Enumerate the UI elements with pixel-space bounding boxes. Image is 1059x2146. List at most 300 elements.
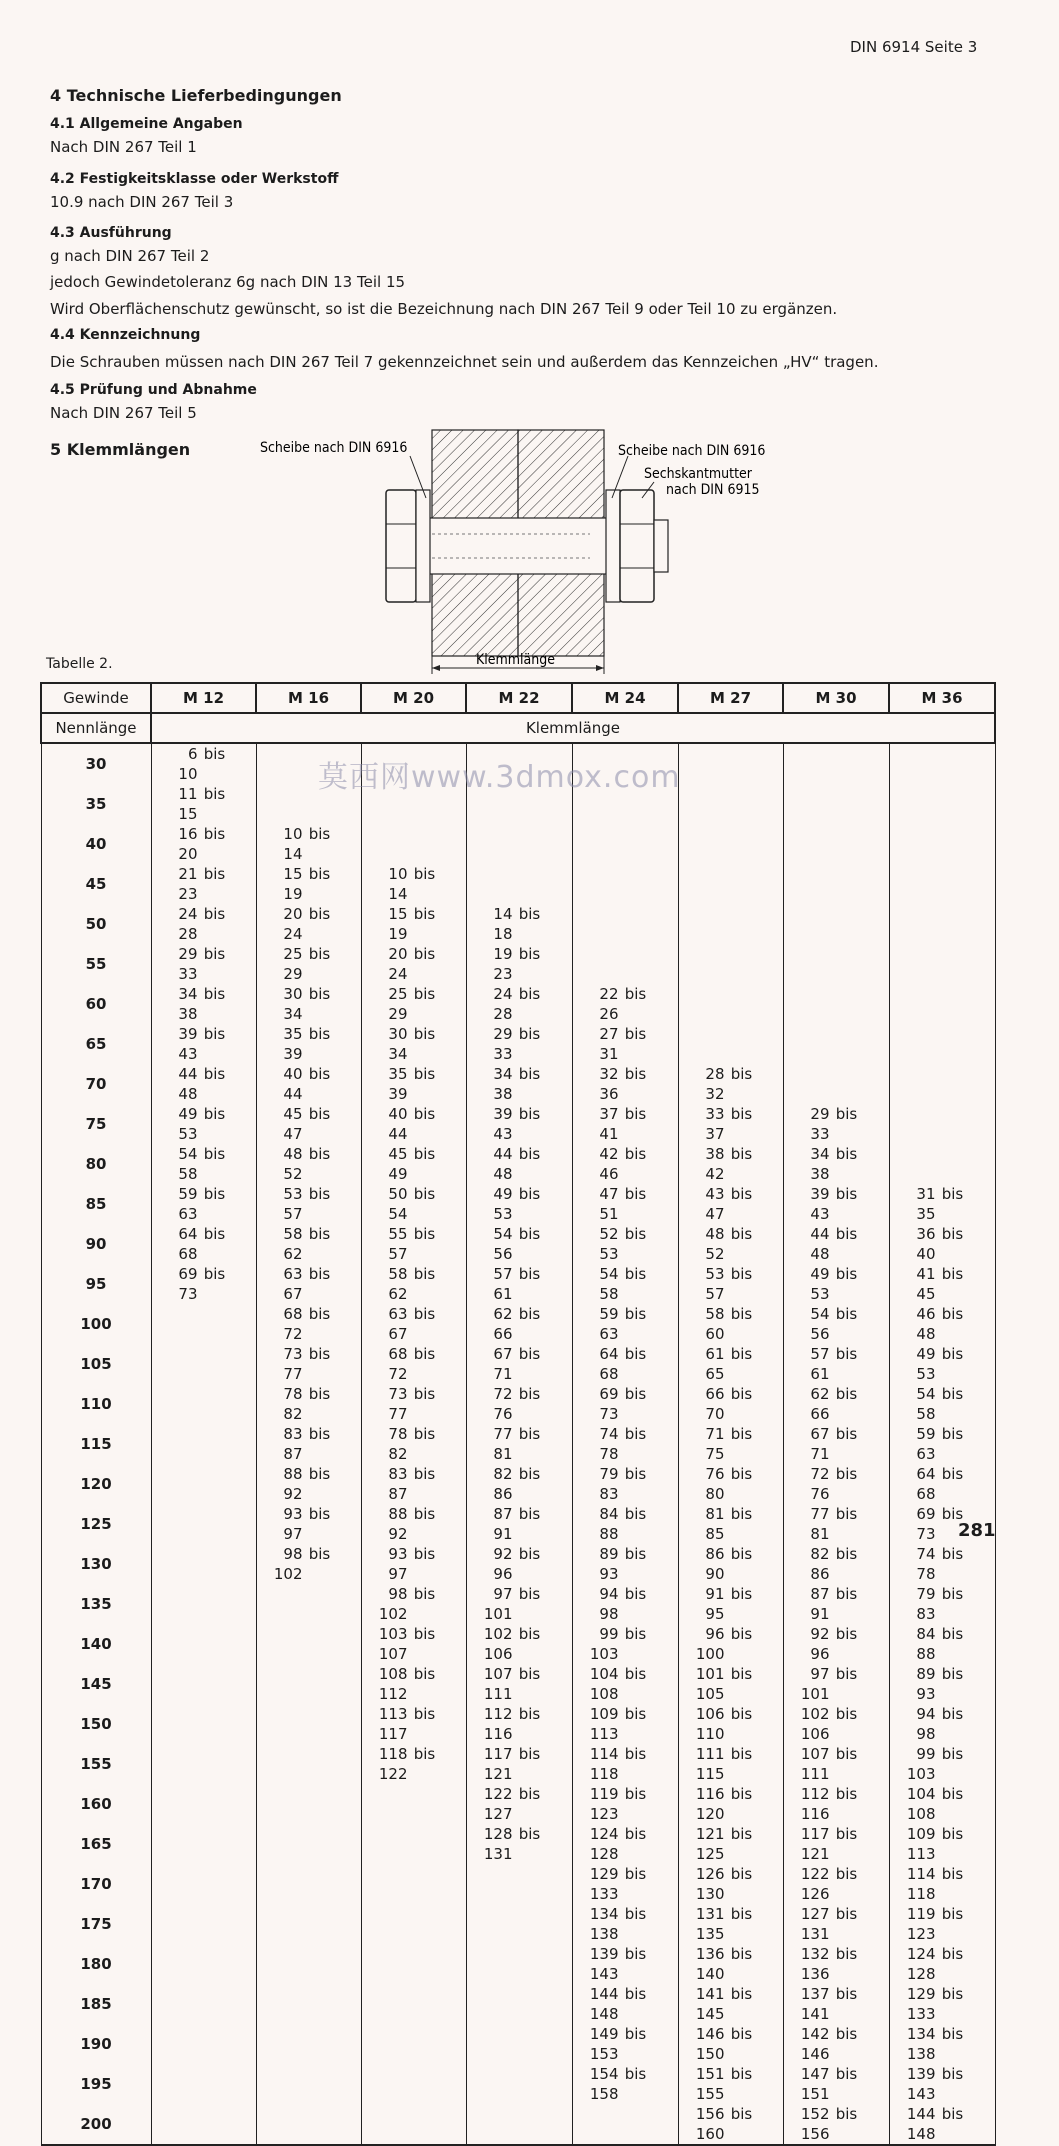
grip-min: 76 bbox=[705, 1465, 725, 1483]
bis-word: bis bbox=[413, 1665, 436, 1683]
section-4-4-title: 4.4 Kennzeichnung bbox=[50, 327, 201, 343]
hex-nut bbox=[620, 490, 654, 602]
grip-length-cell bbox=[783, 2064, 889, 2104]
nennlaenge-header: Nennlänge bbox=[41, 713, 151, 743]
grip-length-cell bbox=[466, 1384, 572, 1424]
grip-max: 107 bbox=[378, 1645, 408, 1663]
grip-length-cell bbox=[256, 1584, 361, 1624]
thread-header: M 27 bbox=[678, 683, 783, 713]
bis-word: bis bbox=[308, 1305, 331, 1323]
table-row bbox=[41, 1704, 995, 1744]
grip-length-cell bbox=[678, 1864, 783, 1904]
grip-length-cell bbox=[466, 1144, 572, 1184]
grip-length-cell bbox=[889, 864, 995, 904]
bis-word: bis bbox=[941, 1505, 964, 1523]
grip-length-cell bbox=[151, 1104, 256, 1144]
grip-length-cell bbox=[783, 1504, 889, 1544]
grip-length-cell bbox=[678, 1904, 783, 1944]
grip-min: 34 bbox=[493, 1065, 513, 1083]
grip-length-cell bbox=[889, 1384, 995, 1424]
grip-min: 83 bbox=[283, 1425, 303, 1443]
grip-length-cell bbox=[678, 1064, 783, 1104]
grip-max: 96 bbox=[810, 1645, 830, 1663]
table-row bbox=[41, 824, 995, 864]
table-row bbox=[41, 944, 995, 984]
grip-min: 129 bbox=[906, 1985, 936, 2003]
bis-word: bis bbox=[413, 945, 436, 963]
grip-length-cell bbox=[572, 944, 678, 984]
grip-min: 74 bbox=[916, 1545, 936, 1563]
grip-length-cell bbox=[572, 1224, 678, 1264]
bis-word: bis bbox=[308, 1505, 331, 1523]
section-4-3-text-1: g nach DIN 267 Teil 2 bbox=[50, 247, 210, 265]
table-row bbox=[41, 2104, 995, 2145]
grip-length-cell bbox=[466, 984, 572, 1024]
thread-header: M 20 bbox=[361, 683, 466, 713]
grip-max: 34 bbox=[283, 1005, 303, 1023]
grip-min: 58 bbox=[388, 1265, 408, 1283]
grip-max: 49 bbox=[388, 1165, 408, 1183]
nominal-length-cell: 180 bbox=[41, 1944, 151, 1984]
grip-max: 63 bbox=[916, 1445, 936, 1463]
grip-min: 109 bbox=[589, 1705, 619, 1723]
grip-max: 58 bbox=[599, 1285, 619, 1303]
grip-min: 63 bbox=[388, 1305, 408, 1323]
nominal-length-cell: 45 bbox=[41, 864, 151, 904]
grip-min: 114 bbox=[589, 1745, 619, 1763]
document-reference: DIN 6914 Seite 3 bbox=[850, 38, 978, 56]
bis-word: bis bbox=[624, 1025, 647, 1043]
grip-length-cell bbox=[678, 1344, 783, 1384]
grip-min: 149 bbox=[589, 2025, 619, 2043]
bis-word: bis bbox=[518, 1465, 541, 1483]
table-row bbox=[41, 1464, 995, 1504]
bis-word: bis bbox=[730, 1585, 753, 1603]
nominal-length-cell: 65 bbox=[41, 1024, 151, 1064]
grip-max: 18 bbox=[493, 925, 513, 943]
grip-min: 78 bbox=[388, 1425, 408, 1443]
grip-max: 56 bbox=[810, 1325, 830, 1343]
grip-max: 91 bbox=[810, 1605, 830, 1623]
grip-max: 57 bbox=[705, 1285, 725, 1303]
grip-max: 86 bbox=[810, 1565, 830, 1583]
bis-word: bis bbox=[941, 1585, 964, 1603]
bis-word: bis bbox=[624, 1785, 647, 1803]
grip-max: 97 bbox=[388, 1565, 408, 1583]
bis-word: bis bbox=[624, 1345, 647, 1363]
grip-length-cell bbox=[151, 1944, 256, 1984]
grip-length-cell bbox=[466, 1944, 572, 1984]
bis-word: bis bbox=[308, 865, 331, 883]
grip-length-cell bbox=[678, 1504, 783, 1544]
grip-length-cell bbox=[889, 1744, 995, 1784]
table-row bbox=[41, 1264, 995, 1304]
bis-word: bis bbox=[518, 1265, 541, 1283]
grip-max: 65 bbox=[705, 1365, 725, 1383]
bis-word: bis bbox=[730, 1505, 753, 1523]
table-row bbox=[41, 1504, 995, 1544]
grip-length-cell bbox=[572, 1384, 678, 1424]
bis-word: bis bbox=[624, 1145, 647, 1163]
grip-length-cell bbox=[783, 743, 889, 784]
grip-max: 116 bbox=[483, 1725, 513, 1743]
grip-max: 44 bbox=[283, 1085, 303, 1103]
bis-word: bis bbox=[624, 1305, 647, 1323]
grip-min: 48 bbox=[283, 1145, 303, 1163]
grip-max: 82 bbox=[283, 1405, 303, 1423]
bis-word: bis bbox=[413, 905, 436, 923]
grip-length-cell bbox=[889, 1704, 995, 1744]
grip-length-cell bbox=[256, 1744, 361, 1784]
bis-word: bis bbox=[941, 1625, 964, 1643]
bis-word: bis bbox=[941, 1945, 964, 1963]
grip-min: 48 bbox=[705, 1225, 725, 1243]
grip-length-cell bbox=[151, 1624, 256, 1664]
grip-min: 39 bbox=[178, 1025, 198, 1043]
grip-length-cell bbox=[783, 1424, 889, 1464]
grip-min: 103 bbox=[378, 1625, 408, 1643]
grip-length-cell bbox=[678, 1424, 783, 1464]
grip-length-cell bbox=[889, 1904, 995, 1944]
grip-length-cell bbox=[889, 1144, 995, 1184]
bis-word: bis bbox=[518, 945, 541, 963]
grip-min: 136 bbox=[695, 1945, 725, 1963]
grip-max: 19 bbox=[388, 925, 408, 943]
grip-min: 77 bbox=[810, 1505, 830, 1523]
grip-length-cell bbox=[361, 1144, 466, 1184]
bis-word: bis bbox=[518, 1505, 541, 1523]
grip-length-cell bbox=[783, 1744, 889, 1784]
grip-max: 66 bbox=[493, 1325, 513, 1343]
grip-min: 6 bbox=[187, 745, 198, 763]
bis-word: bis bbox=[941, 1825, 964, 1843]
grip-length-cell bbox=[889, 1664, 995, 1704]
grip-length-cell bbox=[678, 1304, 783, 1344]
grip-length-cell bbox=[256, 1544, 361, 1584]
grip-length-cell bbox=[678, 1744, 783, 1784]
grip-length-cell bbox=[361, 1584, 466, 1624]
grip-min: 53 bbox=[705, 1265, 725, 1283]
grip-max: 121 bbox=[800, 1845, 830, 1863]
grip-max: 150 bbox=[695, 2045, 725, 2063]
grip-length-cell bbox=[466, 944, 572, 984]
grip-min: 34 bbox=[810, 1145, 830, 1163]
grip-max: 33 bbox=[810, 1125, 830, 1143]
grip-min: 59 bbox=[178, 1185, 198, 1203]
grip-length-cell bbox=[151, 2024, 256, 2064]
grip-length-cell bbox=[678, 1624, 783, 1664]
grip-min: 49 bbox=[493, 1185, 513, 1203]
grip-max: 73 bbox=[916, 1525, 936, 1543]
grip-min: 102 bbox=[800, 1705, 830, 1723]
grip-length-cell bbox=[361, 984, 466, 1024]
grip-max: 34 bbox=[388, 1045, 408, 1063]
grip-min: 119 bbox=[589, 1785, 619, 1803]
grip-max: 92 bbox=[283, 1485, 303, 1503]
bis-word: bis bbox=[941, 1905, 964, 1923]
grip-length-cell bbox=[256, 1144, 361, 1184]
grip-length-cell bbox=[889, 1944, 995, 1984]
grip-length-cell bbox=[151, 1784, 256, 1824]
table-row bbox=[41, 2064, 995, 2104]
grip-min: 146 bbox=[695, 2025, 725, 2043]
grip-length-cell bbox=[783, 1584, 889, 1624]
bis-word: bis bbox=[730, 1065, 753, 1083]
grip-length-cell bbox=[889, 1784, 995, 1824]
grip-max: 101 bbox=[800, 1685, 830, 1703]
grip-length-cell bbox=[151, 1304, 256, 1344]
grip-min: 83 bbox=[388, 1465, 408, 1483]
grip-max: 106 bbox=[800, 1725, 830, 1743]
bis-word: bis bbox=[518, 905, 541, 923]
grip-length-cell bbox=[361, 1824, 466, 1864]
grip-max: 113 bbox=[589, 1725, 619, 1743]
table-row bbox=[41, 1744, 995, 1784]
grip-length-cell bbox=[889, 1264, 995, 1304]
grip-max: 53 bbox=[493, 1205, 513, 1223]
nominal-length-cell: 80 bbox=[41, 1144, 151, 1184]
bis-word: bis bbox=[308, 1545, 331, 1563]
grip-max: 48 bbox=[178, 1085, 198, 1103]
grip-max: 121 bbox=[483, 1765, 513, 1783]
grip-length-cell bbox=[678, 743, 783, 784]
grip-length-cell bbox=[889, 2024, 995, 2064]
table-row bbox=[41, 1984, 995, 2024]
grip-max: 123 bbox=[906, 1925, 936, 1943]
bis-word: bis bbox=[941, 1425, 964, 1443]
grip-min: 84 bbox=[916, 1625, 936, 1643]
grip-min: 25 bbox=[283, 945, 303, 963]
grip-min: 58 bbox=[705, 1305, 725, 1323]
grip-max: 62 bbox=[388, 1285, 408, 1303]
bis-word: bis bbox=[413, 1705, 436, 1723]
grip-length-cell bbox=[256, 1784, 361, 1824]
bolt-head bbox=[386, 490, 416, 602]
washer-right bbox=[606, 490, 620, 602]
grip-min: 43 bbox=[705, 1185, 725, 1203]
grip-min: 141 bbox=[695, 1985, 725, 2003]
grip-length-cell bbox=[889, 984, 995, 1024]
grip-max: 41 bbox=[599, 1125, 619, 1143]
bis-word: bis bbox=[835, 1865, 858, 1883]
grip-min: 88 bbox=[388, 1505, 408, 1523]
grip-length-cell bbox=[572, 1584, 678, 1624]
grip-length-cell bbox=[361, 1664, 466, 1704]
grip-min: 96 bbox=[705, 1625, 725, 1643]
bis-word: bis bbox=[835, 1545, 858, 1563]
grip-length-cell bbox=[889, 1304, 995, 1344]
grip-length-cell bbox=[889, 2104, 995, 2145]
grip-max: 56 bbox=[493, 1245, 513, 1263]
grip-min: 61 bbox=[705, 1345, 725, 1363]
grip-length-cell bbox=[889, 1344, 995, 1384]
table-row bbox=[41, 1664, 995, 1704]
grip-max: 36 bbox=[599, 1085, 619, 1103]
grip-length-cell bbox=[572, 1544, 678, 1584]
grip-length-cell bbox=[678, 1184, 783, 1224]
nominal-length-cell: 125 bbox=[41, 1504, 151, 1544]
bis-word: bis bbox=[518, 1625, 541, 1643]
nominal-length-cell: 190 bbox=[41, 2024, 151, 2064]
grip-max: 115 bbox=[695, 1765, 725, 1783]
bis-word: bis bbox=[624, 1865, 647, 1883]
grip-min: 78 bbox=[283, 1385, 303, 1403]
grip-length-cell bbox=[889, 1824, 995, 1864]
grip-length-cell bbox=[783, 1024, 889, 1064]
bis-word: bis bbox=[203, 1025, 226, 1043]
bis-word: bis bbox=[518, 1385, 541, 1403]
grip-length-cell bbox=[361, 1104, 466, 1144]
bis-word: bis bbox=[518, 1025, 541, 1043]
bis-word: bis bbox=[308, 1425, 331, 1443]
grip-max: 133 bbox=[589, 1885, 619, 1903]
bis-word: bis bbox=[518, 1705, 541, 1723]
bis-word: bis bbox=[308, 985, 331, 1003]
grip-min: 50 bbox=[388, 1185, 408, 1203]
grip-max: 20 bbox=[178, 845, 198, 863]
grip-length-cell bbox=[466, 1984, 572, 2024]
grip-length-cell bbox=[572, 1864, 678, 1904]
bis-word: bis bbox=[308, 1465, 331, 1483]
grip-length-cell bbox=[466, 1864, 572, 1904]
grip-length-cell bbox=[466, 904, 572, 944]
grip-max: 58 bbox=[916, 1405, 936, 1423]
grip-length-cell bbox=[783, 824, 889, 864]
grip-length-cell bbox=[361, 1944, 466, 1984]
grip-min: 79 bbox=[916, 1585, 936, 1603]
grip-length-cell bbox=[256, 904, 361, 944]
grip-max: 71 bbox=[493, 1365, 513, 1383]
grip-max: 38 bbox=[493, 1085, 513, 1103]
grip-length-cell bbox=[466, 1224, 572, 1264]
grip-length-cell bbox=[361, 1704, 466, 1744]
grip-min: 68 bbox=[388, 1345, 408, 1363]
grip-length-cell bbox=[678, 984, 783, 1024]
grip-length-cell bbox=[466, 1544, 572, 1584]
nominal-length-cell: 170 bbox=[41, 1864, 151, 1904]
section-4-5-title: 4.5 Prüfung und Abnahme bbox=[50, 382, 257, 398]
grip-max: 28 bbox=[493, 1005, 513, 1023]
bis-word: bis bbox=[518, 1425, 541, 1443]
grip-length-cell bbox=[572, 1824, 678, 1864]
grip-length-cell bbox=[466, 2024, 572, 2064]
grip-min: 59 bbox=[599, 1305, 619, 1323]
grip-min: 49 bbox=[916, 1345, 936, 1363]
nominal-length-cell: 165 bbox=[41, 1824, 151, 1864]
grip-max: 24 bbox=[388, 965, 408, 983]
grip-length-cell bbox=[572, 1904, 678, 1944]
grip-length-cell bbox=[678, 2024, 783, 2064]
grip-length-cell bbox=[256, 1984, 361, 2024]
grip-min: 44 bbox=[810, 1225, 830, 1243]
nominal-length-cell: 185 bbox=[41, 1984, 151, 2024]
grip-min: 93 bbox=[283, 1505, 303, 1523]
table-row bbox=[41, 904, 995, 944]
grip-max: 76 bbox=[493, 1405, 513, 1423]
grip-max: 52 bbox=[283, 1165, 303, 1183]
bis-word: bis bbox=[624, 1985, 647, 2003]
grip-length-cell bbox=[466, 1184, 572, 1224]
bis-word: bis bbox=[835, 2065, 858, 2083]
grip-max: 54 bbox=[388, 1205, 408, 1223]
grip-length-cell bbox=[361, 1424, 466, 1464]
bis-word: bis bbox=[835, 1785, 858, 1803]
grip-length-cell bbox=[783, 1944, 889, 1984]
bis-word: bis bbox=[730, 1665, 753, 1683]
grip-min: 152 bbox=[800, 2105, 830, 2123]
grip-length-cell bbox=[466, 1584, 572, 1624]
grip-max: 100 bbox=[695, 1645, 725, 1663]
grip-min: 67 bbox=[810, 1425, 830, 1443]
grip-min: 139 bbox=[589, 1945, 619, 1963]
grip-length-cell bbox=[151, 824, 256, 864]
grip-min: 54 bbox=[916, 1385, 936, 1403]
bis-word: bis bbox=[518, 1345, 541, 1363]
grip-max: 67 bbox=[283, 1285, 303, 1303]
grip-max: 19 bbox=[283, 885, 303, 903]
grip-length-cell bbox=[678, 1104, 783, 1144]
grip-length-cell bbox=[361, 1864, 466, 1904]
grip-length-cell bbox=[361, 1184, 466, 1224]
grip-max: 75 bbox=[705, 1445, 725, 1463]
grip-length-cell bbox=[151, 1464, 256, 1504]
grip-length-cell bbox=[678, 784, 783, 824]
bis-word: bis bbox=[730, 2025, 753, 2043]
bis-word: bis bbox=[413, 985, 436, 1003]
bis-word: bis bbox=[835, 1905, 858, 1923]
grip-length-cell bbox=[151, 984, 256, 1024]
bis-word: bis bbox=[203, 1065, 226, 1083]
grip-length-cell bbox=[678, 1784, 783, 1824]
grip-length-cell bbox=[466, 1784, 572, 1824]
grip-length-cell bbox=[256, 1704, 361, 1744]
grip-length-cell bbox=[361, 1984, 466, 2024]
grip-length-cell bbox=[889, 824, 995, 864]
grip-max: 29 bbox=[283, 965, 303, 983]
grip-length-cell bbox=[572, 1944, 678, 1984]
grip-min: 94 bbox=[916, 1705, 936, 1723]
grip-max: 135 bbox=[695, 1925, 725, 1943]
table-row bbox=[41, 1424, 995, 1464]
grip-length-cell bbox=[151, 904, 256, 944]
grip-length-cell bbox=[889, 1864, 995, 1904]
grip-length-cell bbox=[572, 1784, 678, 1824]
bis-word: bis bbox=[730, 1985, 753, 2003]
bis-word: bis bbox=[518, 1825, 541, 1843]
grip-min: 58 bbox=[283, 1225, 303, 1243]
bis-word: bis bbox=[835, 1465, 858, 1483]
grip-max: 105 bbox=[695, 1685, 725, 1703]
grip-min: 28 bbox=[705, 1065, 725, 1083]
grip-length-cell bbox=[678, 864, 783, 904]
grip-length-cell bbox=[151, 1264, 256, 1304]
bis-word: bis bbox=[941, 1465, 964, 1483]
grip-min: 30 bbox=[388, 1025, 408, 1043]
grip-min: 131 bbox=[695, 1905, 725, 1923]
table-row bbox=[41, 1944, 995, 1984]
bis-word: bis bbox=[624, 1585, 647, 1603]
nominal-length-cell: 60 bbox=[41, 984, 151, 1024]
grip-length-cell bbox=[256, 2024, 361, 2064]
bis-word: bis bbox=[203, 745, 226, 763]
grip-min: 20 bbox=[388, 945, 408, 963]
grip-max: 68 bbox=[599, 1365, 619, 1383]
grip-max: 110 bbox=[695, 1725, 725, 1743]
bis-word: bis bbox=[518, 1545, 541, 1563]
bis-word: bis bbox=[624, 1825, 647, 1843]
bis-word: bis bbox=[730, 1465, 753, 1483]
nominal-length-cell: 145 bbox=[41, 1664, 151, 1704]
